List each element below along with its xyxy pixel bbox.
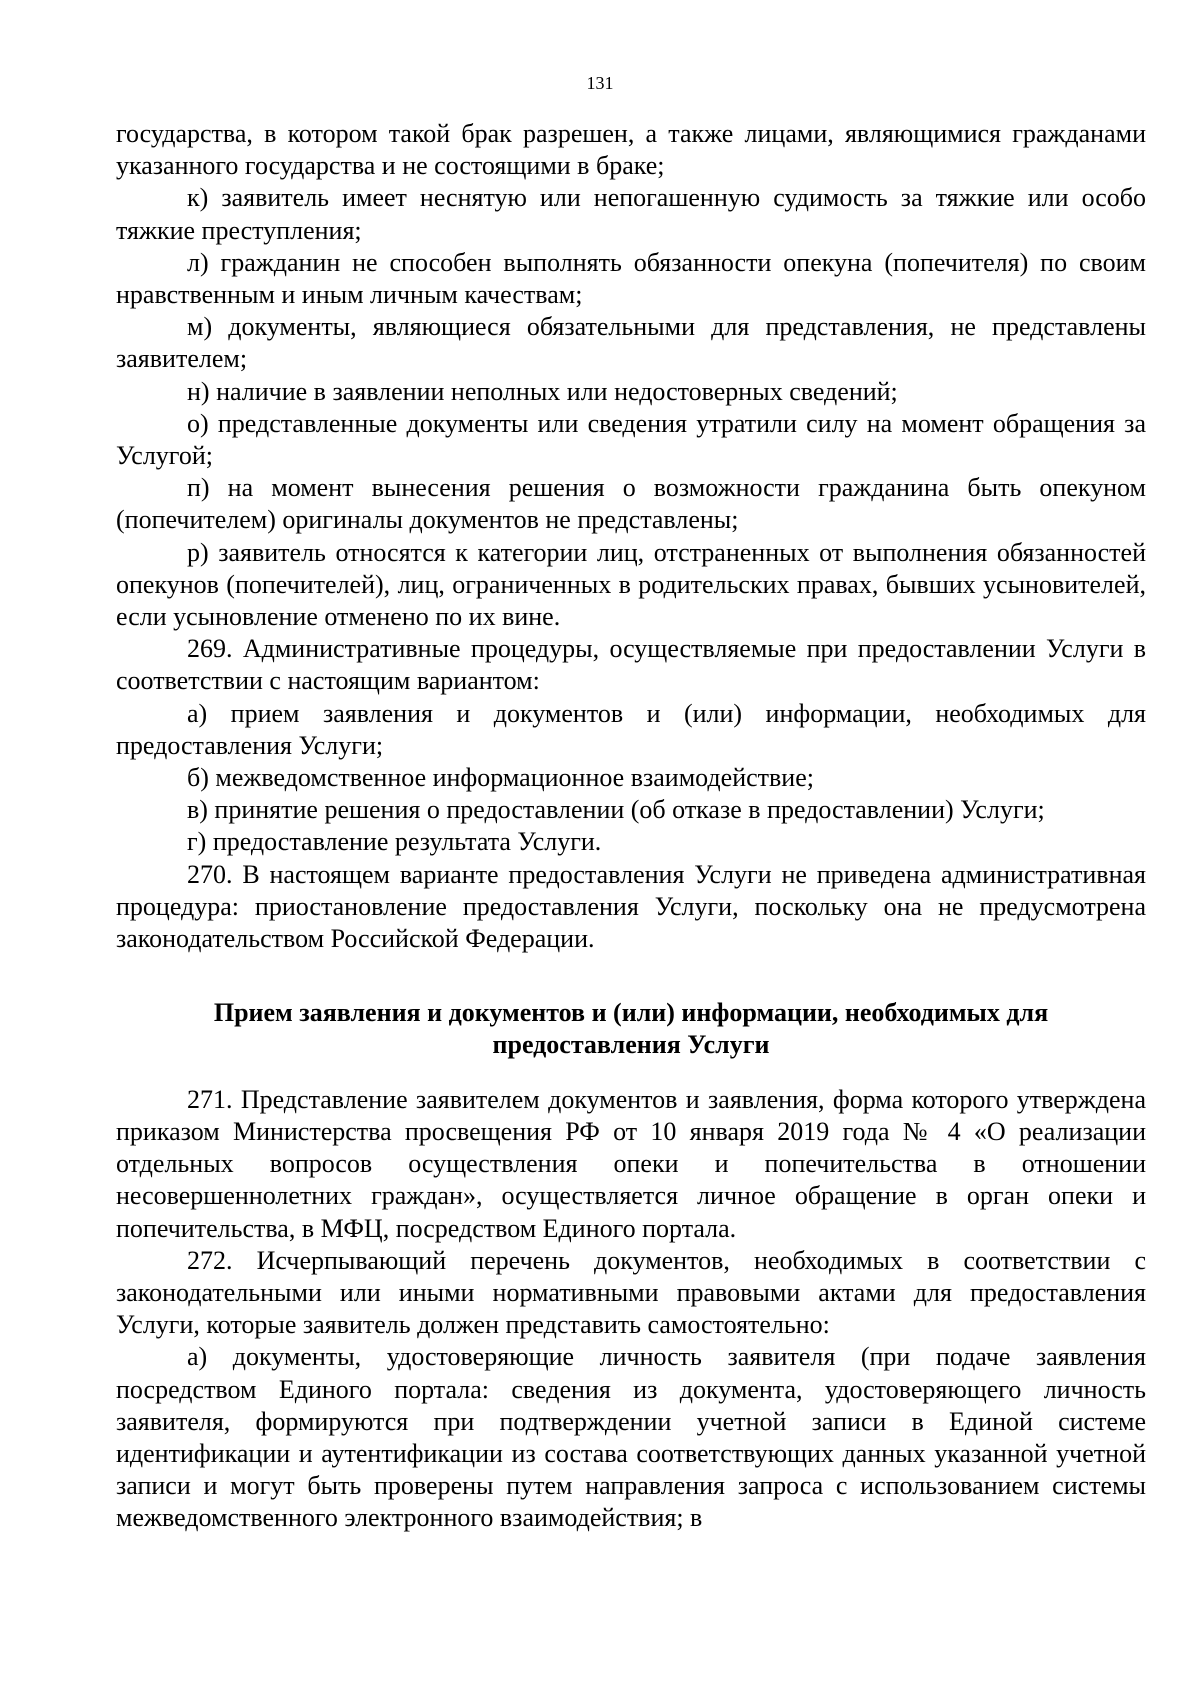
section-heading-line-1: Прием заявления и документов и (или) информации, необходимых для (213, 998, 1049, 1028)
section-heading-line-2: предоставления Услуги (492, 1030, 770, 1060)
clause-270: 270. В настоящем варианте предоставления Услуги не приведена административная процедура: приостановление предоставления Услуги, поскольку она не предусмотрена законодательством Российской Федерации. (116, 859, 1146, 954)
clause-271: 271. Представление заявителем документов и заявления, форма которого утверждена приказом Министерства просвещения РФ от 10 января 2019 года № 4 «О реализации отдельных вопросов осуществления опеки и попечительства в отношении несовершеннолетних граждан», осуществляется личное обращение в орган опеки и попечительства, в МФЦ, посредством Единого портала. (116, 1084, 1146, 1243)
list-item-a-documents: а) документы, удостоверяющие личность заявителя (при подаче заявления посредством Единого портала: сведения из документа, удостоверяющего личность заявителя, формируются при подтверждении учетной записи в Единой системе идентификации и аутентификации из состава соответствующих данных указанной учетной записи и могут быть проверены путем направления запроса с использованием системы межведомственного электронного взаимодействия; в (116, 1342, 1146, 1533)
list-item-g: г) предоставление результата Услуги. (187, 827, 602, 857)
section-heading (116, 997, 1146, 1061)
paragraph-continuation: государства, в котором такой брак разрешен, а также лицами, являющимися гражданами указанного государства и не состоящими в браке; (116, 119, 1146, 181)
list-item-l: л) гражданин не способен выполнять обязанности опекуна (попечителя) по своим нравственным и иным личным качествам; (116, 247, 1146, 310)
page-number: 131 (586, 73, 614, 93)
clause-272: 272. Исчерпывающий перечень документов, необходимых в соответствии с законодательными или иными нормативными правовыми актами для предоставления Услуги, которые заявитель должен представить самостоятельно: (116, 1245, 1146, 1340)
list-item-a: а) прием заявления и документов и (или) информации, необходимых для предоставления Услуги; (116, 698, 1146, 760)
document-body (116, 118, 1146, 1535)
list-item-v: в) принятие решения о предоставлении (об отказе в предоставлении) Услуги; (187, 795, 1045, 825)
list-item-n: н) наличие в заявлении неполных или недостоверных сведений; (187, 376, 898, 406)
list-item-o: о) представленные документы или сведения утратили силу на момент обращения за Услугой; (116, 408, 1146, 471)
list-item-b: б) межведомственное информационное взаимодействие; (187, 763, 814, 793)
list-item-k: к) заявитель имеет неснятую или непогашенную судимость за тяжкие или особо тяжкие преступления; (116, 183, 1146, 245)
clause-269: 269. Административные процедуры, осуществляемые при предоставлении Услуги в соответствии с настоящим вариантом: (116, 634, 1146, 696)
list-item-p: п) на момент вынесения решения о возможности гражданина быть опекуном (попечителем) оригиналы документов не представлены; (116, 473, 1146, 535)
list-item-r: р) заявитель относятся к категории лиц, отстраненных от выполнения обязанностей опекунов (попечителей), лиц, ограниченных в родительских правах, бывших усыновителей, если усыновление отменено по их вине. (116, 537, 1146, 632)
list-item-m: м) документы, являющиеся обязательными для представления, не представлены заявителем; (116, 312, 1146, 374)
